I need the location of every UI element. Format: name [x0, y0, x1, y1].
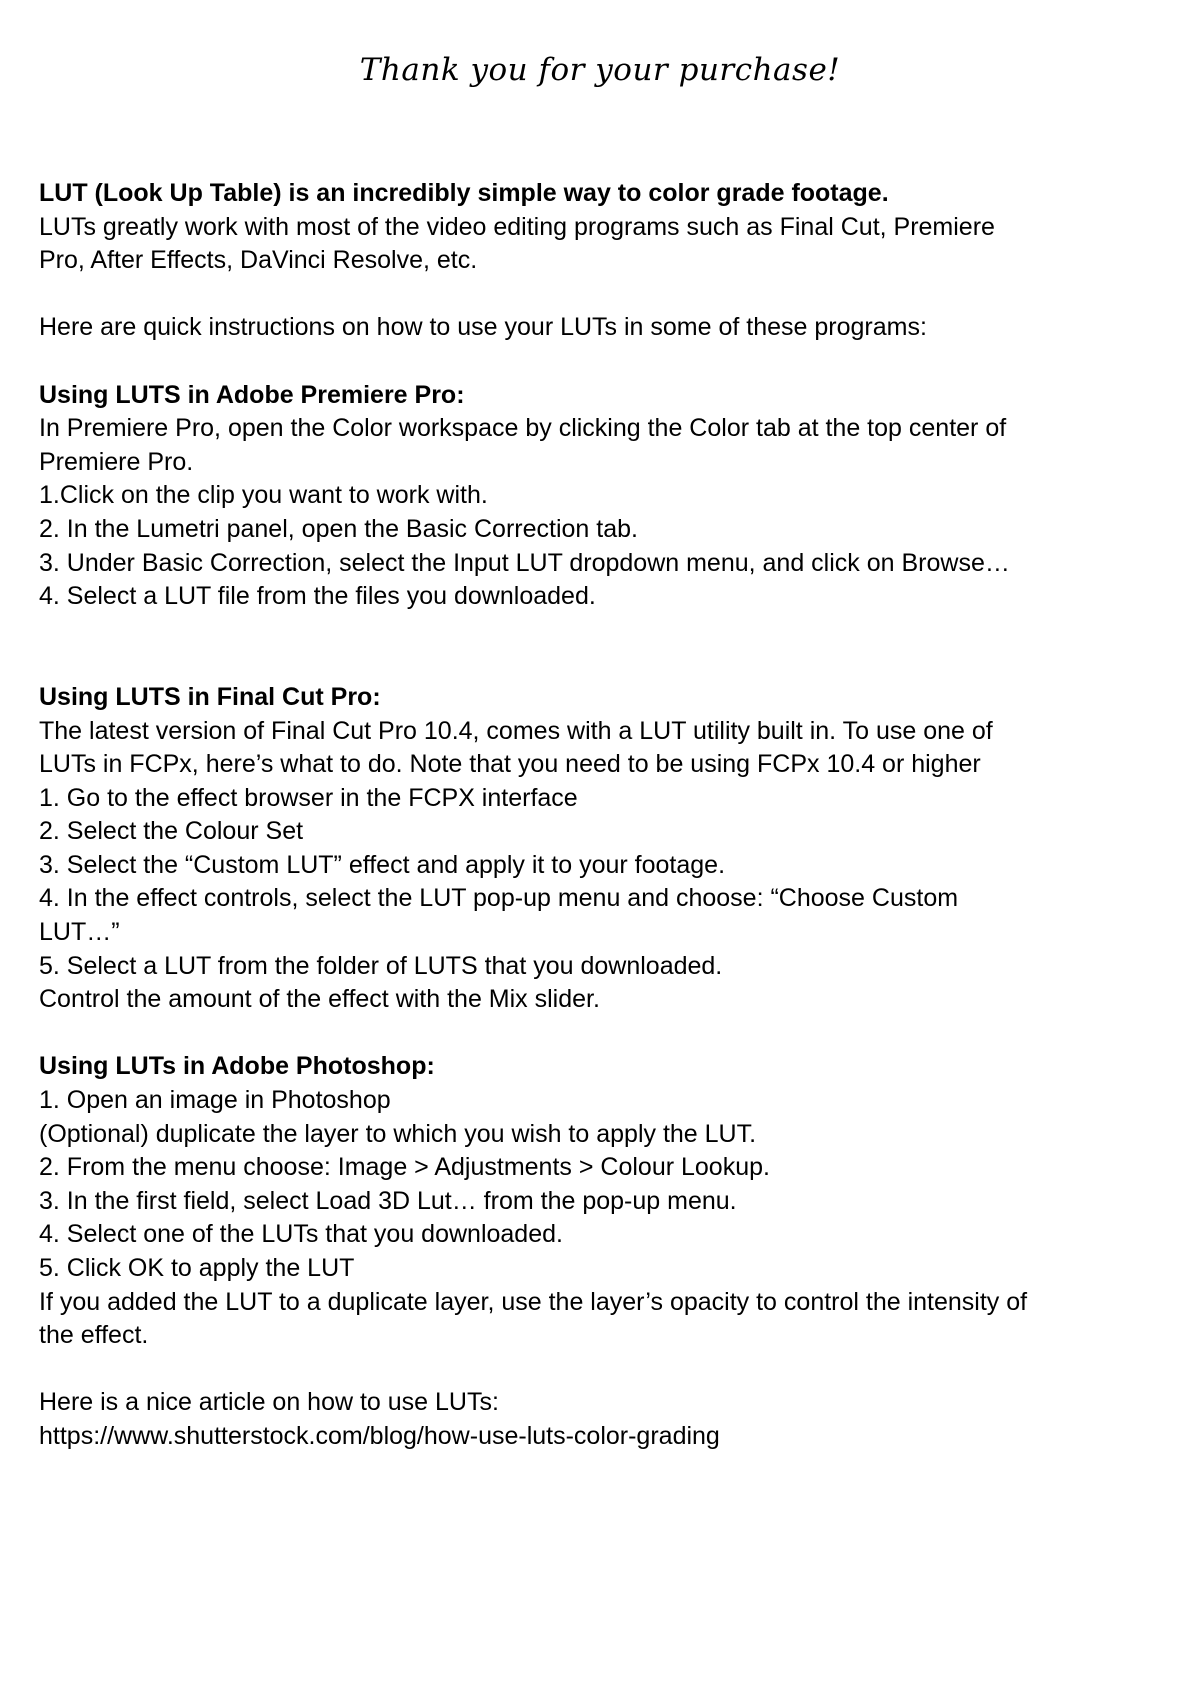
intro-line: LUTs greatly work with most of the video editing programs such as Final Cut, Premiere [39, 212, 995, 241]
photoshop-section [39, 1050, 1169, 1386]
photoshop-line: (Optional) duplicate the layer to which you wish to apply the LUT. [39, 1119, 757, 1148]
premiere-step: 3. Under Basic Correction, select the Input LUT dropdown menu, and click on Browse… [39, 548, 1010, 577]
spacer [39, 278, 1169, 312]
photoshop-step: 1. Open an image in Photoshop [39, 1086, 391, 1115]
premiere-step: 4. Select a LUT file from the files you downloaded. [39, 582, 596, 611]
article-url: https://www.shutterstock.com/blog/how-use-luts-color-grading [39, 1421, 720, 1450]
photoshop-heading: Using LUTs in Adobe Photoshop: [39, 1052, 435, 1081]
spacer [39, 345, 1169, 379]
finalcut-line: Control the amount of the effect with the Mix slider. [39, 985, 600, 1014]
spacer [39, 1017, 1169, 1051]
finalcut-step: 3. Select the “Custom LUT” effect and apply it to your footage. [39, 850, 726, 879]
finalcut-step: 5. Select a LUT from the folder of LUTS that you downloaded. [39, 951, 723, 980]
finalcut-heading: Using LUTS in Final Cut Pro: [39, 682, 381, 711]
premiere-step: 2. In the Lumetri panel, open the Basic Correction tab. [39, 514, 638, 543]
photoshop-step: 2. From the menu choose: Image > Adjustments > Colour Lookup. [39, 1153, 770, 1182]
spacer [39, 1353, 1169, 1387]
photoshop-step: 3. In the first field, select Load 3D Lut… from the pop-up menu. [39, 1186, 737, 1215]
finalcut-line: LUTs in FCPx, here’s what to do. Note that you need to be using FCPx 10.4 or higher [39, 750, 981, 779]
finalcut-section [39, 681, 1169, 1051]
article-section [39, 1386, 1169, 1453]
premiere-line: In Premiere Pro, open the Color workspace by clicking the Color tab at the top center of [39, 414, 1007, 443]
premiere-line: Premiere Pro. [39, 447, 194, 476]
spacer [39, 614, 1169, 681]
photoshop-line: the effect. [39, 1321, 149, 1350]
finalcut-step: LUT…” [39, 918, 120, 947]
finalcut-step: 2. Select the Colour Set [39, 817, 304, 846]
finalcut-step: 4. In the effect controls, select the LUT pop-up menu and choose: “Choose Custom [39, 884, 959, 913]
intro-quick-instructions: Here are quick instructions on how to use your LUTs in some of these programs: [39, 313, 927, 342]
photoshop-step: 5. Click OK to apply the LUT [39, 1254, 355, 1282]
photoshop-line: If you added the LUT to a duplicate layer, use the layer’s opacity to control the intensity of [39, 1287, 1028, 1316]
intro-section [39, 177, 1169, 379]
premiere-section [39, 379, 1169, 681]
finalcut-line: The latest version of Final Cut Pro 10.4, comes with a LUT utility built in. To use one of [39, 716, 993, 745]
photoshop-step: 4. Select one of the LUTs that you downloaded. [39, 1220, 563, 1249]
intro-heading: LUT (Look Up Table) is an incredibly simple way to color grade footage. [39, 179, 889, 207]
page-title: Thank you for your purchase! [359, 52, 841, 88]
article-intro: Here is a nice article on how to use LUTs: [39, 1388, 499, 1417]
finalcut-step: 1. Go to the effect browser in the FCPX interface [39, 783, 578, 812]
intro-line: Pro, After Effects, DaVinci Resolve, etc. [39, 246, 478, 275]
premiere-heading: Using LUTS in Adobe Premiere Pro: [39, 380, 465, 409]
premiere-step: 1.Click on the clip you want to work with. [39, 481, 488, 510]
document-body [39, 177, 1169, 1454]
